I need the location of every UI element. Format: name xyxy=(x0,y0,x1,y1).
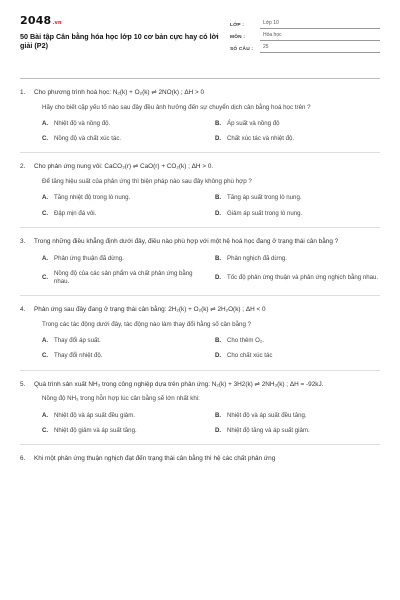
option-key: A. xyxy=(42,194,49,202)
question-item xyxy=(20,89,380,153)
answer-option[interactable] xyxy=(42,352,207,360)
meta-info xyxy=(230,17,380,53)
question-number: 6. xyxy=(20,455,26,463)
option-key: B. xyxy=(215,337,222,345)
brand-suffix: .vn xyxy=(52,20,62,26)
option-text: Đập mịn đá vôi. xyxy=(54,209,97,217)
meta-value: 25 xyxy=(260,44,380,53)
option-key: A. xyxy=(42,254,49,262)
question-item xyxy=(20,163,380,227)
option-text: Giảm áp suất trong lò nung. xyxy=(227,209,303,217)
answer-option[interactable] xyxy=(42,194,207,202)
answer-option[interactable] xyxy=(42,120,207,128)
brand-name: 2048 xyxy=(20,14,52,27)
brand-logo[interactable] xyxy=(20,14,230,29)
option-text: Áp suất và nồng độ xyxy=(227,120,280,127)
option-text: Nồng độ của các sản phẩm và chất phản ứng bằng nhau. xyxy=(54,269,193,285)
question-separator xyxy=(20,370,380,371)
question-prompt: Để tăng hiệu suất của phản ứng thì biện pháp nào sau đây không phù hợp ? xyxy=(42,178,252,186)
option-key: B. xyxy=(215,411,222,419)
header-divider xyxy=(20,78,380,79)
option-key: C. xyxy=(42,209,49,217)
option-key: B. xyxy=(215,194,222,202)
answer-option[interactable] xyxy=(215,427,380,435)
option-key: C. xyxy=(42,135,49,143)
question-stem xyxy=(20,455,380,464)
option-text: Tăng nhiệt độ trong lò nung. xyxy=(54,194,131,202)
option-key: D. xyxy=(215,352,222,360)
answer-option[interactable] xyxy=(42,337,207,345)
option-key: C. xyxy=(42,352,49,360)
answer-option[interactable] xyxy=(42,255,207,263)
meta-label: MÔN : xyxy=(230,34,246,40)
question-text: Cho phản ứng nung vôi: CaCO₃(r) ⇌ CaO(r) + CO₂(k) ; ΔH > 0. xyxy=(34,163,214,171)
answer-option[interactable] xyxy=(215,135,380,143)
option-text: Nhiệt độ và áp suất đều giảm. xyxy=(54,411,135,419)
option-text: Nhiệt độ giảm và áp suất tăng. xyxy=(54,426,137,434)
question-prompt: Nồng độ NH₃ trong hỗn hợp lúc cân bằng sẽ lớn nhất khi: xyxy=(42,395,200,403)
answer-option[interactable] xyxy=(42,412,207,420)
answer-options xyxy=(42,255,380,287)
question-separator xyxy=(20,227,380,228)
question-separator xyxy=(20,444,380,445)
option-text: Thay đổi áp suất. xyxy=(54,337,101,345)
option-text: Thay đổi nhiệt độ. xyxy=(54,352,103,360)
answer-option[interactable] xyxy=(42,427,207,435)
option-text: Nhiệt độ và áp suất đều tăng. xyxy=(227,411,307,419)
option-text: Cho chất xúc tác xyxy=(227,352,273,360)
answer-option[interactable] xyxy=(215,270,380,286)
question-number: 2. xyxy=(20,163,26,171)
option-text: Cho thêm O₂. xyxy=(227,337,264,345)
document-title: 50 Bài tập Cân bằng hóa học lớp 10 cơ bản cực hay có lời giải (P2) xyxy=(20,31,219,51)
meta-value: Hóa học xyxy=(260,32,380,41)
question-prompt: Hãy cho biết cặp yếu tố nào sau đây đều ảnh hưởng đến sự chuyển dịch cân bằng hoá học trên ? xyxy=(42,103,311,111)
option-key: B. xyxy=(215,254,222,262)
option-key: A. xyxy=(42,337,49,345)
answer-options xyxy=(42,337,380,360)
answer-option[interactable] xyxy=(42,135,207,143)
header-left xyxy=(20,14,230,51)
option-text: Nhiệt độ và nồng độ. xyxy=(54,120,111,127)
meta-row-count xyxy=(230,41,380,53)
question-number: 3. xyxy=(20,237,26,245)
answer-options xyxy=(42,412,380,435)
answer-option[interactable] xyxy=(42,270,207,286)
answer-option[interactable] xyxy=(215,194,380,202)
question-text: Khi một phản ứng thuận nghịch đạt đến trạng thái cân bằng thì hệ các chất phản ứng xyxy=(34,455,276,463)
question-stem xyxy=(20,89,380,98)
answer-options xyxy=(42,120,380,143)
question-stem xyxy=(20,381,380,390)
question-stem xyxy=(20,306,380,315)
answer-option[interactable] xyxy=(215,210,380,218)
option-key: D. xyxy=(215,426,222,434)
meta-label: LỚP : xyxy=(230,22,245,28)
question-item xyxy=(20,381,380,445)
question-text: Cho phương trình hoá học: N₂(k) + O₂(k) ⇌ 2NO(k) ; ΔH > 0 xyxy=(34,89,205,96)
question-stem xyxy=(20,238,380,247)
answer-option[interactable] xyxy=(215,337,380,345)
question-text: Quá trình sản xuất NH₃ trong công nghiệp dựa trên phản ứng: N₂(k) + 3H2(k) ⇌ 2NH₃(k) ; ΔH = -92kJ. xyxy=(34,380,324,388)
option-key: D. xyxy=(215,209,222,217)
question-number: 1. xyxy=(20,89,26,96)
option-text: Nồng độ và chất xúc tác. xyxy=(54,135,122,143)
option-text: Tốc độ phản ứng thuận và phản ứng nghịch bằng nhau. xyxy=(227,273,379,281)
meta-value: Lớp 10 xyxy=(260,20,380,29)
question-item xyxy=(20,306,380,370)
answer-option[interactable] xyxy=(42,210,207,218)
option-key: C. xyxy=(42,426,49,434)
answer-option[interactable] xyxy=(215,255,380,263)
option-key: B. xyxy=(215,120,222,127)
meta-row-subject xyxy=(230,29,380,41)
answer-option[interactable] xyxy=(215,412,380,420)
option-text: Tăng áp suất trong lò nung. xyxy=(227,194,302,202)
option-key: A. xyxy=(42,120,49,127)
question-stem xyxy=(20,163,380,172)
meta-row-class xyxy=(230,17,380,29)
question-item xyxy=(20,455,380,464)
option-text: Chất xúc tác và nhiệt độ. xyxy=(227,135,295,143)
option-key: C. xyxy=(42,273,49,281)
meta-label: SỐ CÂU : xyxy=(230,46,254,52)
question-list xyxy=(20,89,380,464)
question-prompt: Trong các tác động dưới đây, tác động nào làm thay đổi hằng số cân bằng ? xyxy=(42,320,252,328)
question-number: 4. xyxy=(20,306,26,314)
option-text: Nhiệt độ tăng và áp suất giảm. xyxy=(227,426,310,434)
question-text: Phản ứng sau đây đang ở trạng thái cân bằng: 2H₂(k) + O₂(k) ⇌ 2H₂O(k) ; ΔH < 0 xyxy=(34,306,266,314)
document-header xyxy=(20,14,380,62)
option-text: Phản ứng thuận đã dừng. xyxy=(54,254,124,262)
question-text: Trong những điều khẳng định dưới đây, điều nào phù hợp với một hệ hoá học đang ở trạng thái cân bằng ? xyxy=(34,237,339,245)
answer-options xyxy=(42,194,380,217)
question-separator xyxy=(20,152,380,153)
option-key: D. xyxy=(215,273,222,281)
question-number: 5. xyxy=(20,380,26,388)
question-item xyxy=(20,238,380,296)
answer-option[interactable] xyxy=(215,352,380,360)
answer-option[interactable] xyxy=(215,120,380,128)
option-key: A. xyxy=(42,411,49,419)
option-key: D. xyxy=(215,135,222,143)
option-text: Phản nghịch đã dừng. xyxy=(227,254,287,262)
question-separator xyxy=(20,295,380,296)
